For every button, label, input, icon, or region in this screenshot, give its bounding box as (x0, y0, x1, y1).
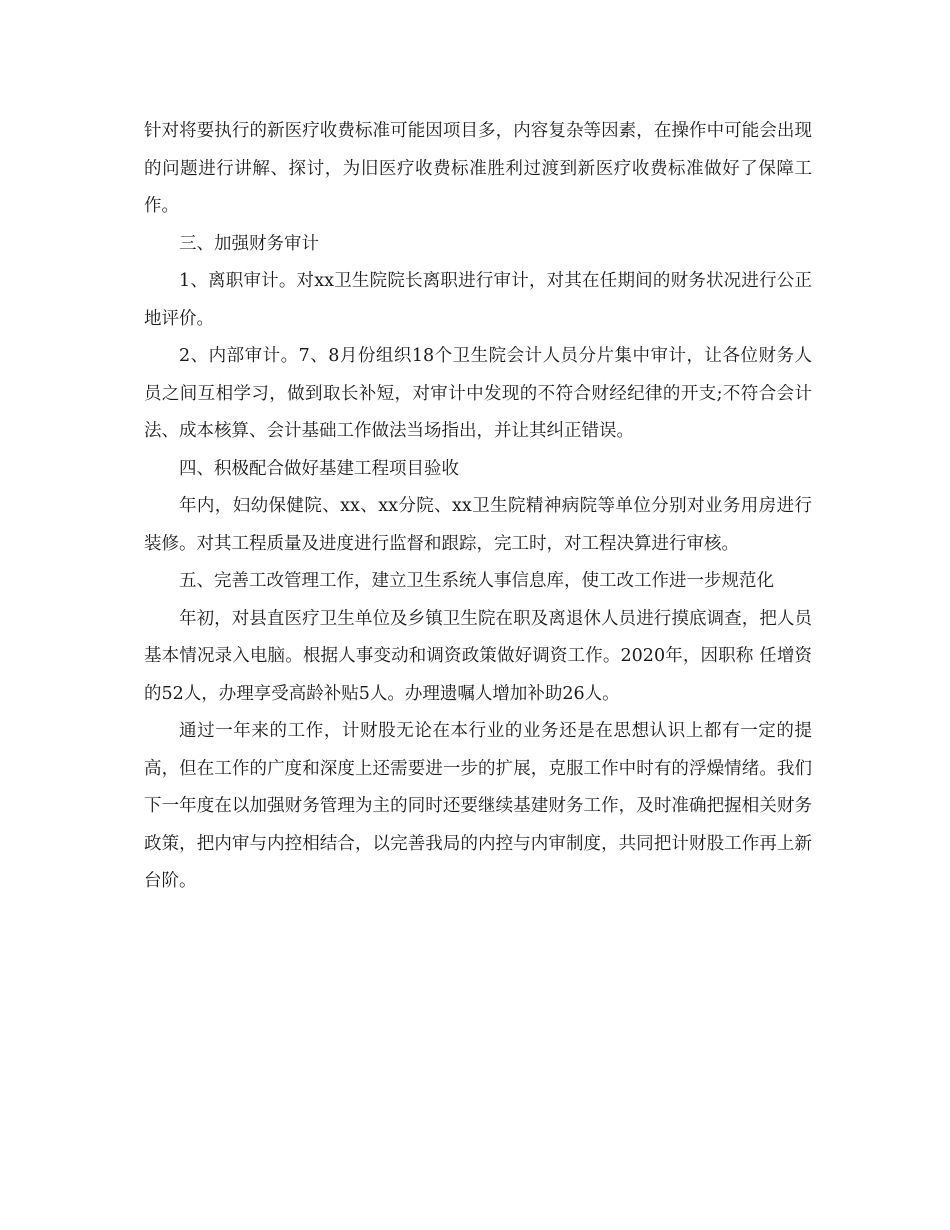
section-heading-3: 三、加强财务审计 (179, 233, 319, 254)
document-body (144, 113, 812, 901)
paragraph-renovation: 年内，妇幼保健院、xx、xx分院、xx卫生院精神病院等单位分别对业务用房进行装修。对其工程质量及进度进行监督和跟踪，完工时，对工程决算进行审核。 (144, 496, 812, 554)
section-heading-4: 四、积极配合做好基建工程项目验收 (179, 458, 459, 479)
paragraph-resignation-audit: 1、离职审计。对xx卫生院院长离职进行审计，对其在任期间的财务状况进行公正地评价。 (144, 271, 812, 329)
section-heading-5: 五、完善工改管理工作，建立卫生系统人事信息库，使工改工作进一步规范化 (179, 571, 774, 591)
paragraph-conclusion: 通过一年来的工作，计财股无论在本行业的业务还是在思想认识上都有一定的提高，但在工作的广度和深度上还需要进一步的扩展，克服工作中时有的浮燥情绪。我们下一年度在以加强财务管理为主的同时还要继续基建财务工作，及时准确把握相关财务政策，把内审与内控相结合，以完善我局的内控与内审制度，共同把计财股工作再上新台阶。 (144, 721, 812, 891)
paragraph-personnel: 年初，对县直医疗卫生单位及乡镇卫生院在职及离退休人员进行摸底调查，把人员基本情况录入电脑。根据人事变动和调资政策做好调资工作。2020年，因职称 任增资的52人，办理享受高龄补贴5人。办理遗嘱人增加补助26人。 (144, 608, 812, 704)
paragraph-internal-audit: 2、内部审计。7、8月份组织18个卫生院会计人员分片集中审计，让各位财务人员之间互相学习，做到取长补短，对审计中发现的不符合财经纪律的开支;不符合会计法、成本核算、会计基础工作做法当场指出，并让其纠正错误。 (144, 346, 812, 441)
paragraph-continuation: 针对将要执行的新医疗收费标准可能因项目多，内容复杂等因素，在操作中可能会出现的问题进行讲解、探讨，为旧医疗收费标准胜利过渡到新医疗收费标准做好了保障工作。 (144, 121, 812, 216)
